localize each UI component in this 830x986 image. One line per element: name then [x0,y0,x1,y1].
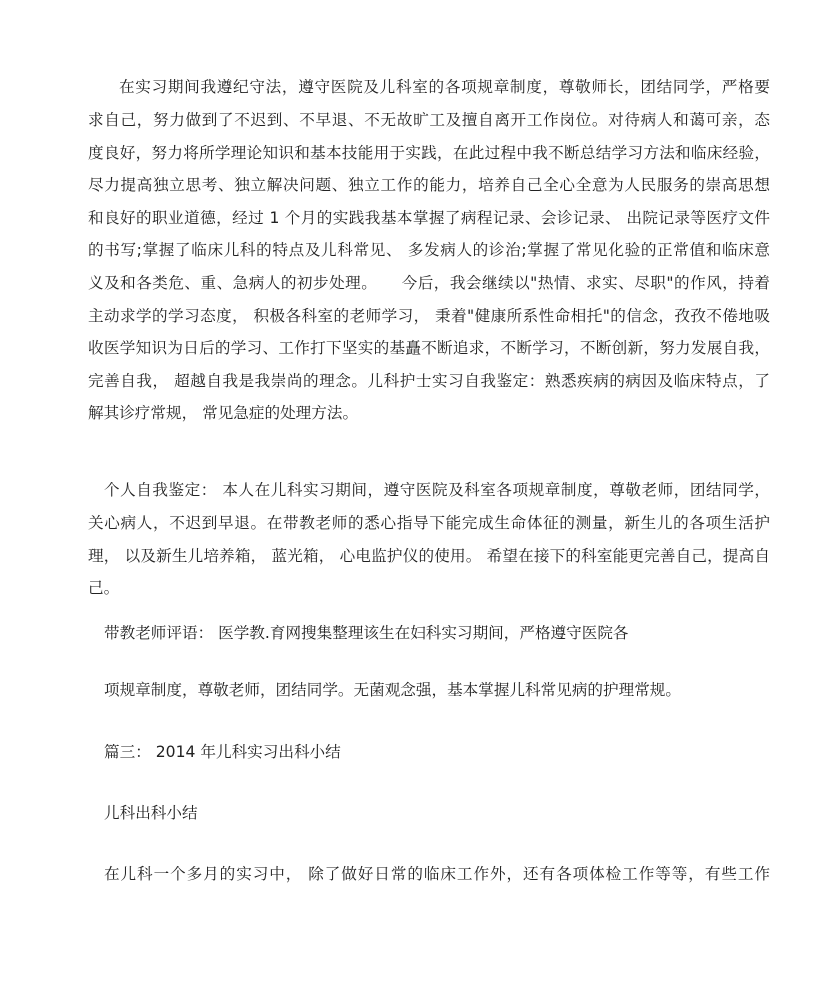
section-heading: 篇三： 2014 年儿科实习出科小结 [104,743,341,761]
paragraph-2-line: 理， 以及新生儿培养箱， 蓝光箱， 心电监护仪的使用。 希望在接下的科室能更完善自己，提高自 [88,547,770,565]
paragraph-1-line: 尽力提高独立思考、独立解决问题、独立工作的能力，培养自己全心全意为人民服务的崇高思想 [88,176,770,194]
paragraph-1-line: 完善自我， 超越自我是我崇尚的理念。儿科护士实习自我鉴定：熟悉疾病的病因及临床特点，了 [88,372,770,390]
paragraph-1-line: 在实习期间我遵纪守法，遵守医院及儿科室的各项规章制度，尊敬师长，团结同学，严格要 [119,78,770,96]
paragraph-1-line: 和良好的职业道德，经过 1 个月的实践我基本掌握了病程记录、会诊记录、 出院记录等医疗文件 [88,209,770,227]
paragraph-1-line: 义及和各类危、重、急病人的初步处理。 今后，我会继续以"热情、求实、尽职"的作风，持着 [88,274,770,292]
paragraph-2-line: 关心病人，不迟到早退。在带教老师的悉心指导下能完成生命体征的测量，新生儿的各项生活护 [88,514,770,532]
teacher-comment-line: 带教老师评语： 医学教.育网搜集整理该生在妇科实习期间，严格遵守医院各 [104,624,629,642]
paragraph-1-line: 求自己，努力做到了不迟到、不早退、不无故旷工及擅自离开工作岗位。对待病人和蔼可亲，态 [88,111,770,129]
paragraph-1-line: 收医学知识为日后的学习、工作打下坚实的基矗不断追求，不断学习，不断创新，努力发展自我， [88,339,770,357]
paragraph-1-line: 的书写;掌握了临床儿科的特点及儿科常见、 多发病人的诊治;掌握了常见化验的正常值和临床意 [88,241,770,259]
paragraph-1-line: 解其诊疗常规， 常见急症的处理方法。 [88,404,359,422]
paragraph-1-line: 度良好，努力将所学理论知识和基本技能用于实践，在此过程中我不断总结学习方法和临床经验， [88,144,770,162]
paragraph-1-line: 主动求学的学习态度， 积极各科室的老师学习， 秉着"健康所系性命相托"的信念，孜孜不倦地吸 [88,307,770,325]
teacher-comment-line: 项规章制度，尊敬老师，团结同学。无菌观念强，基本掌握儿科常见病的护理常规。 [104,681,681,699]
body-line: 在儿科一个多月的实习中， 除了做好日常的临床工作外，还有各项体检工作等等，有些工作 [104,865,770,883]
subheading: 儿科出科小结 [104,804,198,822]
paragraph-2-line: 己。 [88,579,120,597]
paragraph-2-line: 个人自我鉴定： 本人在儿科实习期间，遵守医院及科室各项规章制度，尊敬老师，团结同学， [104,481,770,499]
